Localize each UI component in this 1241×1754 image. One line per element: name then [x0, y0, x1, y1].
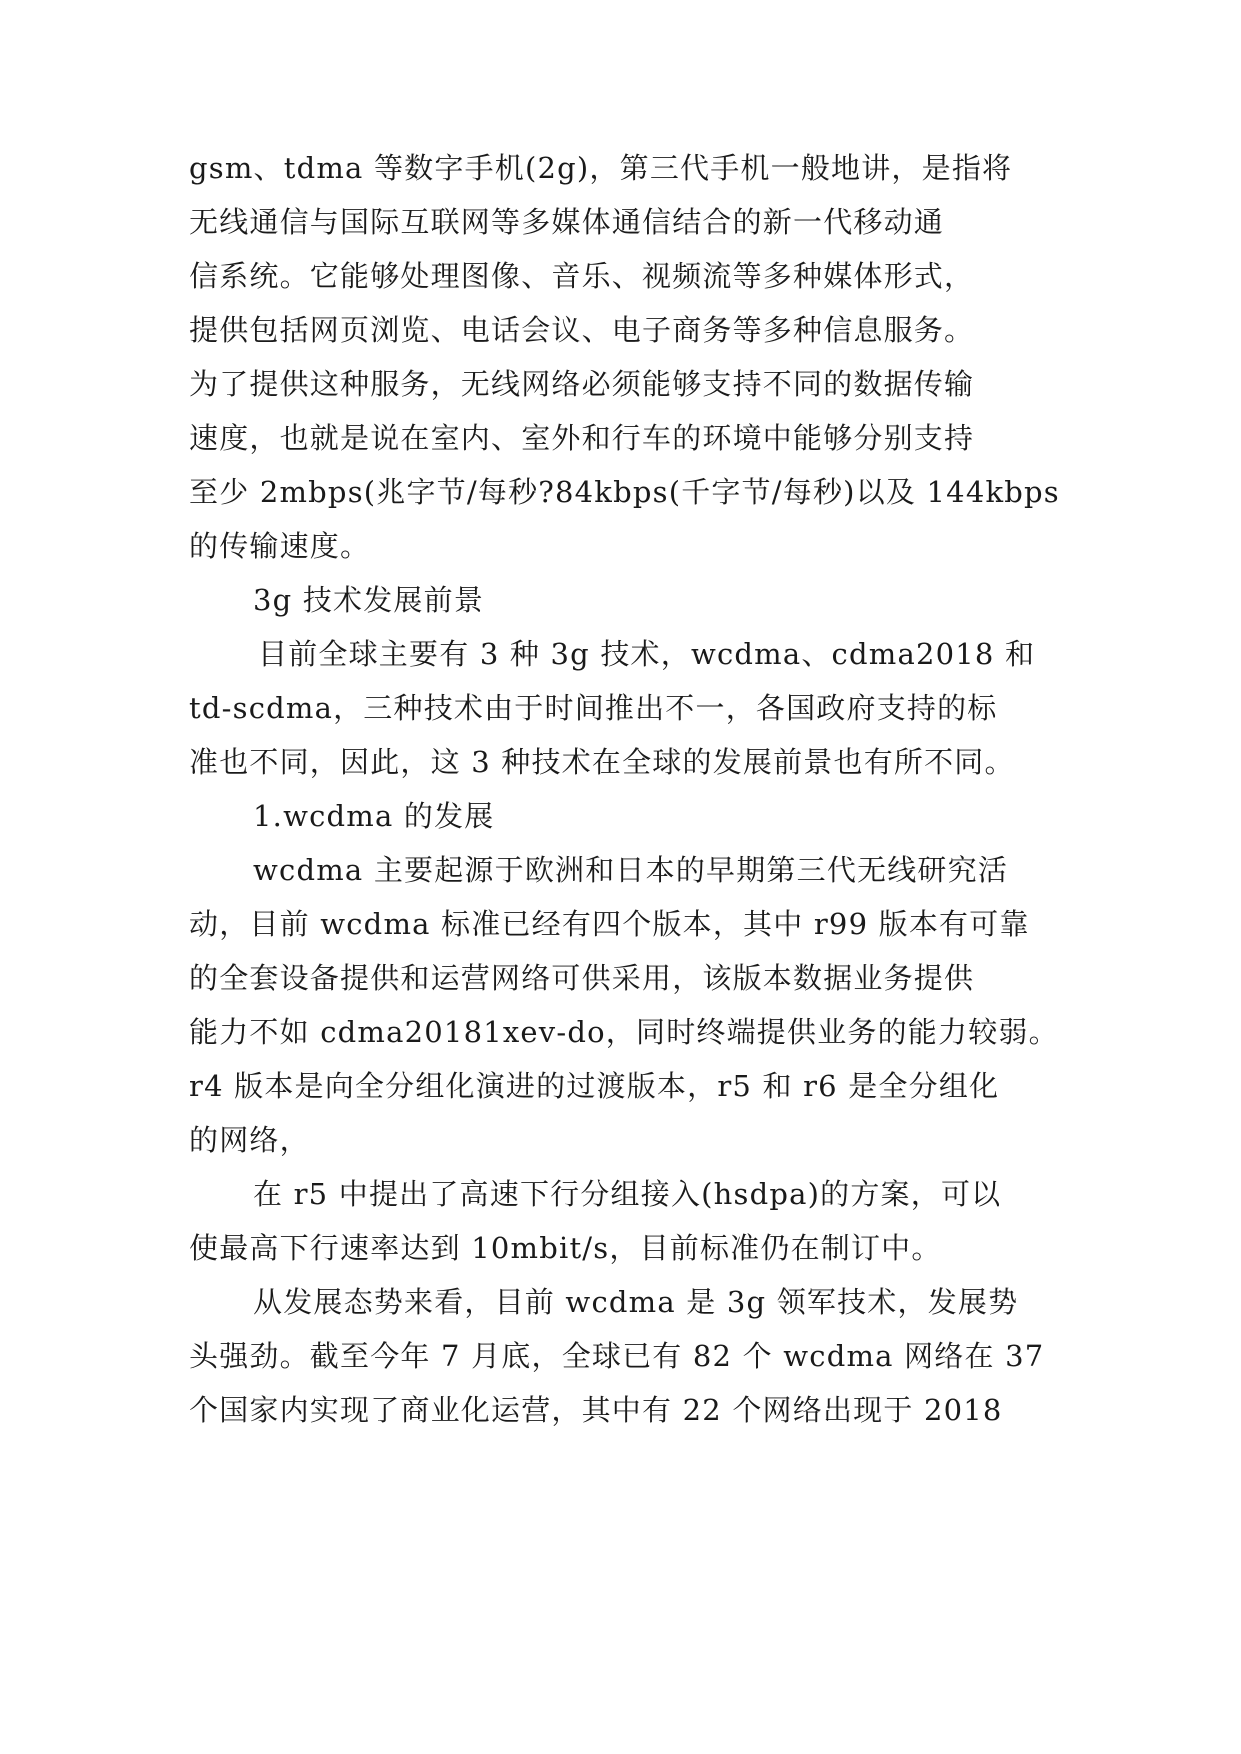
text-line-17: 能力不如 cdma20181xev-do，同时终端提供业务的能力较弱。 — [189, 1015, 1059, 1049]
text-line-23: 头强劲。截至今年 7 月底，全球已有 82 个 wcdma 网络在 37 — [189, 1339, 1045, 1373]
text-line-16: 的全套设备提供和运营网络可供采用，该版本数据业务提供 — [189, 961, 975, 995]
text-line-4: 提供包括网页浏览、电话会议、电子商务等多种信息服务。 — [189, 313, 975, 347]
text-line-20: 在 r5 中提出了高速下行分组接入(hsdpa)的方案，可以 — [253, 1177, 1002, 1211]
text-line-21: 使最高下行速率达到 10mbit/s，目前标准仍在制订中。 — [189, 1231, 942, 1265]
text-line-12: 准也不同，因此，这 3 种技术在全球的发展前景也有所不同。 — [189, 745, 1015, 779]
text-line-7: 至少 2mbps(兆字节/每秒?84kbps(千字节/每秒)以及 144kbps — [189, 475, 1060, 509]
text-line-19: 的网络， — [189, 1123, 310, 1157]
text-line-24: 个国家内实现了商业化运营，其中有 22 个网络出现于 2018 — [189, 1393, 1003, 1427]
text-line-3: 信系统。它能够处理图像、音乐、视频流等多种媒体形式， — [189, 259, 975, 293]
text-line-18: r4 版本是向全分组化演进的过渡版本，r5 和 r6 是全分组化 — [189, 1069, 1000, 1103]
text-line-1: gsm、tdma 等数字手机(2g)，第三代手机一般地讲，是指将 — [189, 151, 1013, 185]
text-line-5: 为了提供这种服务，无线网络必须能够支持不同的数据传输 — [189, 367, 975, 401]
text-line-2: 无线通信与国际互联网等多媒体通信结合的新一代移动通 — [189, 205, 945, 239]
text-line-8: 的传输速度。 — [189, 529, 371, 563]
text-line-10: 目前全球主要有 3 种 3g 技术，wcdma、cdma2018 和 — [258, 637, 1036, 671]
subsection-heading: 1.wcdma 的发展 — [253, 799, 495, 833]
text-line-6: 速度，也就是说在室内、室外和行车的环境中能够分别支持 — [189, 421, 975, 455]
text-line-11: td-scdma，三种技术由于时间推出不一，各国政府支持的标 — [189, 691, 998, 725]
text-line-22: 从发展态势来看，目前 wcdma 是 3g 领军技术，发展势 — [253, 1285, 1019, 1319]
section-heading: 3g 技术发展前景 — [253, 583, 485, 617]
text-line-14: wcdma 主要起源于欧洲和日本的早期第三代无线研究活 — [253, 853, 1009, 887]
text-line-15: 动，目前 wcdma 标准已经有四个版本，其中 r99 版本有可靠 — [189, 907, 1030, 941]
